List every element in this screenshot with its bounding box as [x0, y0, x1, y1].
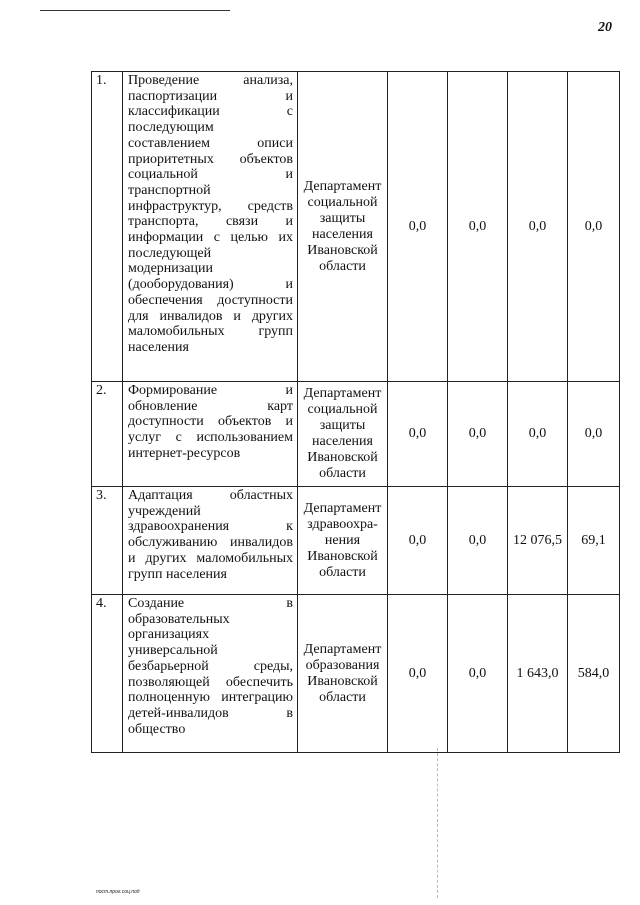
- value-cell: 12 076,5: [508, 487, 568, 595]
- value-cell: 0,0: [568, 72, 620, 382]
- scan-artifact-line: [437, 748, 438, 898]
- responsible-department: Департамент образования Ивановской области: [298, 595, 388, 753]
- value-cell: 0,0: [388, 382, 448, 487]
- value-cell: 69,1: [568, 487, 620, 595]
- measure-description: Проведение анализа, паспортизации и классификации с последующим составлением описи приоритетных объектов социальной и транспортной инфраструктур, средств транспорта, связи и информации с целью их последующей модернизации (дооборудования) и обеспечения доступности для инвалидов и других маломобильных групп населения: [123, 72, 298, 382]
- value-cell: 0,0: [448, 382, 508, 487]
- measures-table: [91, 71, 620, 753]
- measure-description: Создание в образовательных организациях универсальной безбарьерной среды, позволяющей обеспечить полноценную интеграцию детей-инвалидов в общество: [123, 595, 298, 753]
- table-row: [92, 382, 620, 487]
- table-row: [92, 72, 620, 382]
- table-row: [92, 595, 620, 753]
- row-number: 3.: [92, 487, 123, 595]
- value-cell: 0,0: [448, 595, 508, 753]
- responsible-department: Департамент здравоохра-нения Ивановской области: [298, 487, 388, 595]
- value-cell: 584,0: [568, 595, 620, 753]
- value-cell: 0,0: [388, 487, 448, 595]
- value-cell: 0,0: [448, 487, 508, 595]
- measure-description: Формирование и обновление карт доступности объектов и услуг с использованием интернет-ресурсов: [123, 382, 298, 487]
- table-row: [92, 487, 620, 595]
- page-number: 20: [598, 20, 612, 35]
- top-rule: [40, 10, 230, 11]
- value-cell: 0,0: [448, 72, 508, 382]
- row-number: 1.: [92, 72, 123, 382]
- value-cell: 1 643,0: [508, 595, 568, 753]
- footer-code: пост.прог.соц.под: [96, 889, 140, 895]
- row-number: 2.: [92, 382, 123, 487]
- value-cell: 0,0: [568, 382, 620, 487]
- value-cell: 0,0: [388, 595, 448, 753]
- responsible-department: Департамент социальной защиты населения Ивановской области: [298, 72, 388, 382]
- value-cell: 0,0: [508, 72, 568, 382]
- measure-description: Адаптация областных учреждений здравоохранения к обслуживанию инвалидов и других маломобильных групп населения: [123, 487, 298, 595]
- value-cell: 0,0: [388, 72, 448, 382]
- responsible-department: Департамент социальной защиты населения Ивановской области: [298, 382, 388, 487]
- value-cell: 0,0: [508, 382, 568, 487]
- row-number: 4.: [92, 595, 123, 753]
